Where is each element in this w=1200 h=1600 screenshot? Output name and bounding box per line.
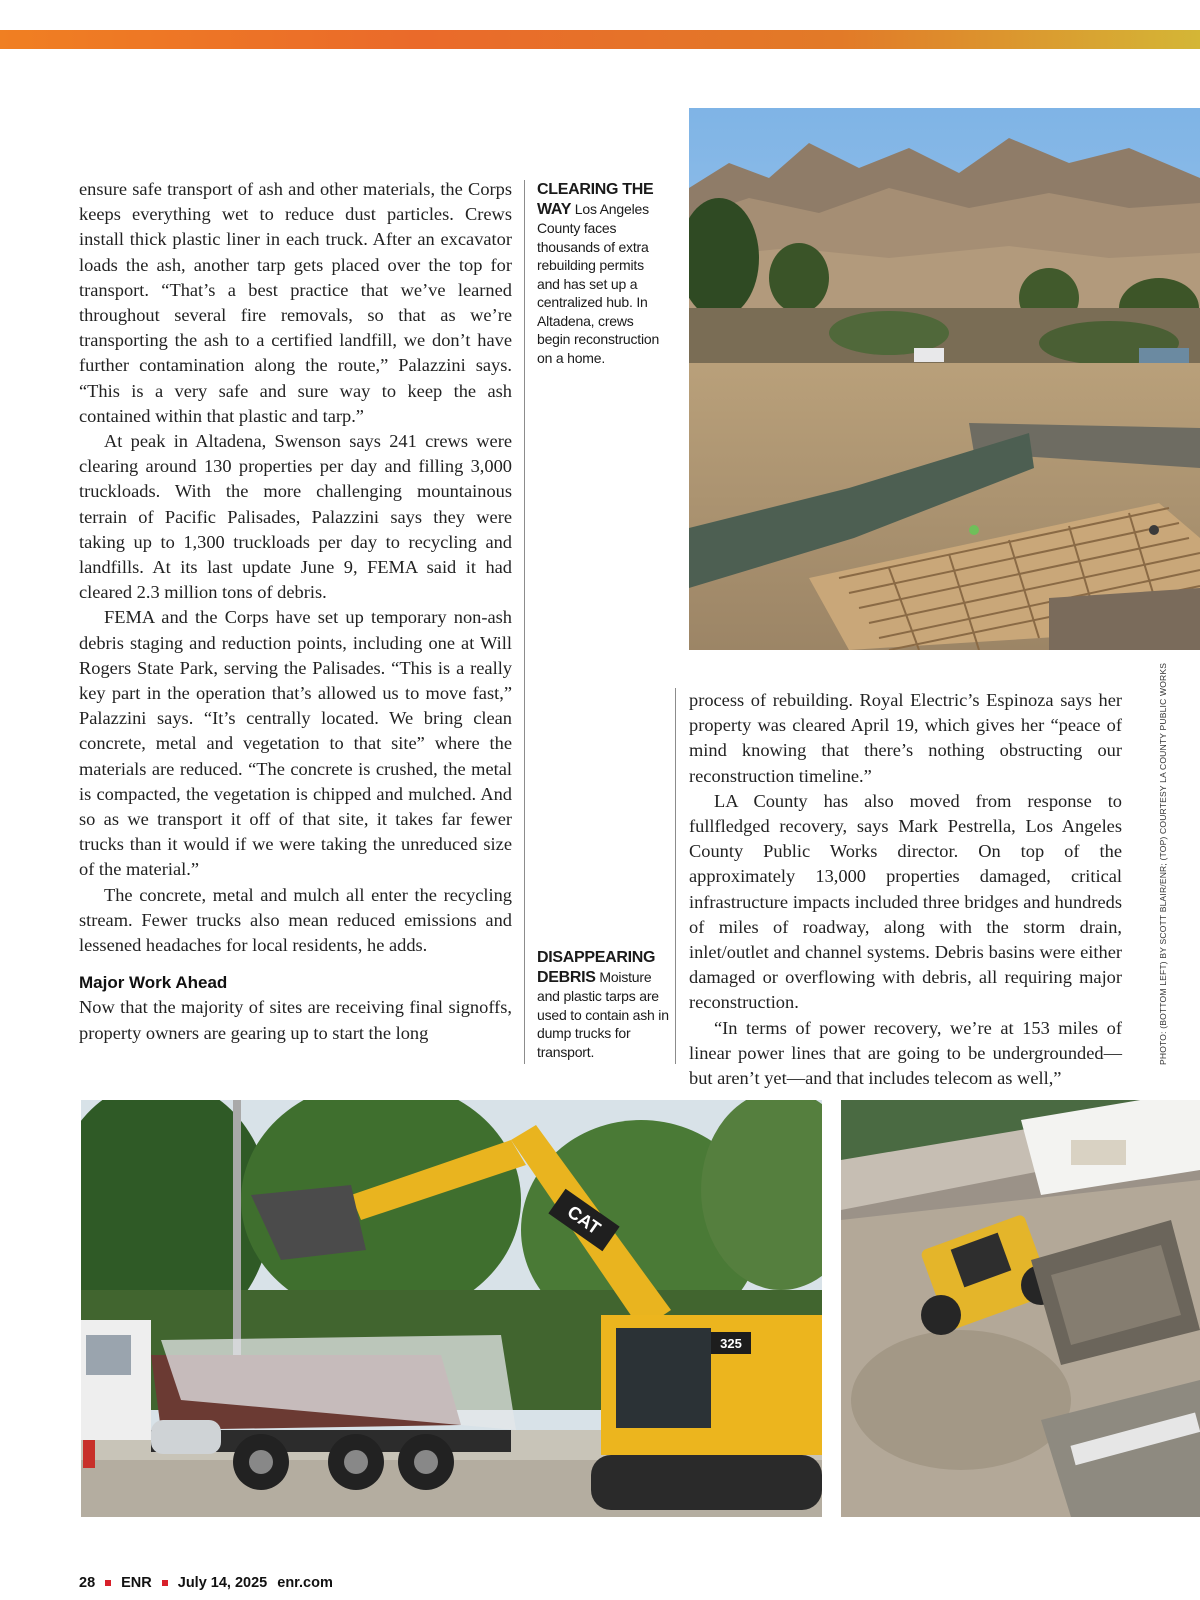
article-column-right [689, 688, 1122, 1091]
page-number: 28 [79, 1575, 96, 1591]
section-subhead: Major Work Ahead [79, 973, 228, 993]
column-divider [675, 688, 676, 1064]
paragraph: The concrete, metal and mulch all enter the recycling stream. Fewer trucks also mean reduced emissions and lessened headaches for local residents, he adds. [79, 884, 512, 956]
paragraph: FEMA and the Corps have set up temporary non-ash debris staging and reduction points, including one at Will Rogers State Park, serving the Palisades. “This is a really key part in the operation that’s allowed us to move fast,” Palazzini says. “It’s centrally located. We bring clean concrete, metal and vegetation to that site” where the materials are reduced. “The concrete is crushed, the metal is compacted, the vegetation is chipped and mulched. And so as we transport it off of that site, it takes far fewer trucks than it would if we were taking the unreduced size of the material.” [79, 607, 512, 880]
website-link[interactable]: enr.com [277, 1575, 333, 1591]
excavator-model-number: 325 [720, 1336, 742, 1351]
page-footer [79, 1575, 333, 1591]
paragraph: process of rebuilding. Royal Electric’s Espinoza says her property was cleared April 19, which gives her “peace of mind knowing that there’s nothing obstructing our reconstruction timeline.” [689, 690, 1122, 786]
photo-caption [537, 180, 669, 367]
paragraph: ensure safe transport of ash and other materials, the Corps keeps everything wet to reduce dust particles. Crews install thick plastic liner in each truck. After an excavator loads the ash, another tarp gets placed over the top for transport. “That’s a best practice that we’ve learned throughout several fire removals, so that as we’re transporting the ash to a certified landfill, we don’t have further contamination along the route,” Palazzini says. “This is a very safe and sure way to keep the ash contained within that plastic and tarp.” [79, 179, 512, 426]
caption-text: Moisture and plastic tarps are used to contain ash in dump trucks for transport. [537, 968, 669, 1060]
photo-loader-aerial [841, 1100, 1200, 1517]
paragraph: At peak in Altadena, Swenson says 241 crews were clearing around 130 properties per day and filling 3,000 truckloads. With the more challenging mountainous terrain of Pacific Palisades, Palazzini says they were taking up to 1,300 truckloads per day to recycling and landfills. At its last update June 9, FEMA said it had cleared 2.3 million tons of debris. [79, 431, 512, 603]
paragraph: Now that the majority of sites are receiving final signoffs, property owners are gearing up to start the long [79, 997, 512, 1043]
caption-head: CLEARING THE WAY [537, 181, 654, 218]
caption-text: Los Angeles County faces thousands of extra rebuilding permits and has set up a centralized hub. In Altadena, crews begin reconstruction on a home. [537, 200, 660, 366]
magazine-brand: ENR [121, 1575, 152, 1591]
photo-credit: PHOTO: (BOTTOM LEFT) BY SCOTT BLAIR/ENR; (TOP) COURTESY LA COUNTY PUBLIC WORKS [1158, 662, 1168, 1065]
photo-caption [537, 948, 669, 1061]
photo-altadena-reconstruction [689, 108, 1200, 650]
photo-excavator-dump-truck [81, 1100, 822, 1517]
paragraph: LA County has also moved from response to fullfledged recovery, says Mark Pestrella, Los Angeles County Public Works director. On top of the approximately 13,000 properties damaged, critical infrastructure impacts included three bridges and hundreds of miles of roadway, along with the storm drain, inlet/outlet and channel systems. Debris basins were either damaged or overflowing with debris, all requiring major reconstruction. [689, 790, 1122, 1013]
top-color-bar [0, 30, 1200, 49]
cat-logo: CAT [563, 1201, 605, 1239]
column-divider [524, 180, 525, 1064]
paragraph: “In terms of power recovery, we’re at 153 miles of linear power lines that are going to be undergrounded—but aren’t yet—and that includes telecom as well,” [689, 1017, 1122, 1089]
separator-square [162, 1580, 168, 1586]
caption-head: DISAPPEARING DEBRIS [537, 949, 656, 986]
separator-square [105, 1580, 111, 1586]
issue-date: July 14, 2025 [177, 1575, 268, 1591]
article-column-left [79, 177, 512, 1046]
